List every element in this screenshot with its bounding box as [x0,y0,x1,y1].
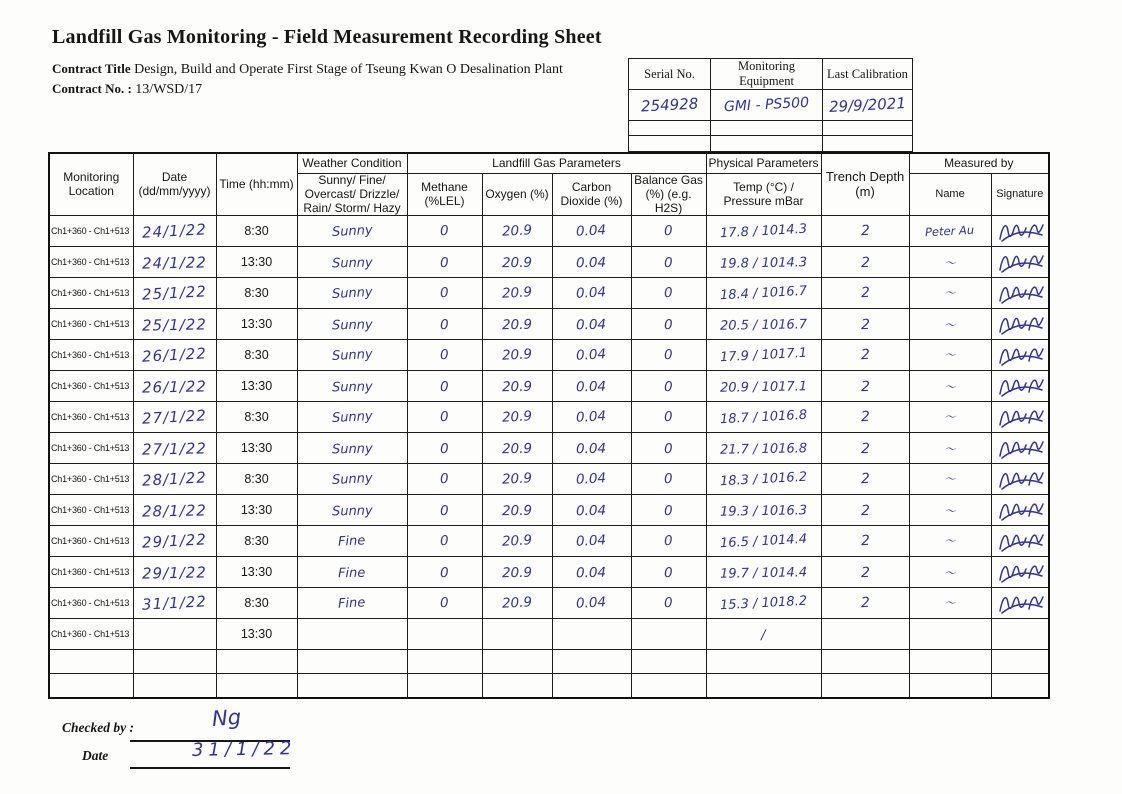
cell-trench: 2 [821,278,909,309]
cell-temp-pressure: 20.9 / 1017.1 [706,371,821,402]
cell-location: Ch1+360 - Ch1+513 [49,526,133,557]
cell-co2: 0.04 [552,402,631,433]
cell-location: Ch1+360 - Ch1+513 [49,557,133,588]
cell-balance: 0 [631,464,706,495]
cell-name: 〜 [909,278,991,309]
header-group-row [49,153,1049,174]
cell-location: Ch1+360 - Ch1+513 [49,247,133,278]
cell-signature [991,526,1049,557]
cell-name: 〜 [909,371,991,402]
cell-co2: 0.04 [552,495,631,526]
signature-scribble [995,592,1045,616]
cell-time: 8:30 [216,340,297,371]
cell-co2 [552,650,631,674]
signature-scribble [995,375,1045,399]
date-line [130,767,290,769]
cell-location: Ch1+360 - Ch1+513 [49,619,133,650]
table-row [49,216,1049,247]
cell-signature [991,433,1049,464]
cell-temp-pressure: 17.9 / 1017.1 [706,340,821,371]
header-landfill-gas-parameters: Landfill Gas Parameters [407,153,706,174]
cell-co2: 0.04 [552,526,631,557]
table-row [49,464,1049,495]
cell-signature [991,402,1049,433]
header-name: Name [909,174,991,216]
cell-methane: 0 [407,216,482,247]
cell-time: 13:30 [216,433,297,464]
header-physical-parameters: Physical Parameters [706,153,821,174]
cell-weather [297,674,407,698]
cell-weather: Sunny [297,216,407,247]
signature-scribble [995,406,1045,430]
cell-signature [991,619,1049,650]
table-row [49,650,1049,674]
cell-methane: 0 [407,309,482,340]
cell-oxygen: 20.9 [482,402,552,433]
cell-methane: 0 [407,433,482,464]
cell-balance: 0 [631,216,706,247]
cell-temp-pressure: 20.5 / 1016.7 [706,309,821,340]
cell-oxygen: 20.9 [482,495,552,526]
signature-scribble [995,499,1045,523]
cell-weather: Sunny [297,309,407,340]
cell-balance: 0 [631,309,706,340]
cell-time [216,674,297,698]
cell-monitoring-equipment: GMI - PS500 [711,90,823,121]
cell-methane [407,619,482,650]
cell-balance: 0 [631,247,706,278]
cell-co2: 0.04 [552,309,631,340]
cell-trench: 2 [821,402,909,433]
cell-temp-pressure: 18.3 / 1016.2 [706,464,821,495]
cell-time: 13:30 [216,309,297,340]
cell-time: 13:30 [216,495,297,526]
cell-methane: 0 [407,495,482,526]
cell-time: 13:30 [216,371,297,402]
cell-methane: 0 [407,402,482,433]
table-row [49,371,1049,402]
cell-oxygen [482,650,552,674]
header-methane: Methane (%LEL) [407,174,482,216]
header-temp-pressure: Temp (°C) / Pressure mBar [706,174,821,216]
cell-signature [991,650,1049,674]
table-row [49,278,1049,309]
cell-trench: 2 [821,495,909,526]
cell-date: 25/1/22 [133,309,216,340]
cell-date [133,650,216,674]
cell-date: 26/1/22 [133,340,216,371]
cell-date: 26/1/22 [133,371,216,402]
cell-temp-pressure: 21.7 / 1016.8 [706,433,821,464]
cell-oxygen: 20.9 [482,526,552,557]
cell-time: 13:30 [216,247,297,278]
contract-no-value: 13/WSD/17 [135,82,203,97]
cell-location: Ch1+360 - Ch1+513 [49,402,133,433]
table-row [49,619,1049,650]
contract-title-label: Contract Title [52,61,131,76]
cell-weather: Sunny [297,433,407,464]
table-row [49,309,1049,340]
cell-trench: 2 [821,309,909,340]
cell-weather: Sunny [297,464,407,495]
equipment-empty-row [629,121,913,136]
cell-oxygen [482,619,552,650]
cell-balance: 0 [631,402,706,433]
header-carbon-dioxide: Carbon Dioxide (%) [552,174,631,216]
cell-name: 〜 [909,526,991,557]
signature-scribble [995,344,1045,368]
cell-weather: Fine [297,588,407,619]
signature-scribble [995,251,1045,275]
cell-location: Ch1+360 - Ch1+513 [49,309,133,340]
cell-temp-pressure: 19.8 / 1014.3 [706,247,821,278]
cell-date: 24/1/22 [133,247,216,278]
cell-co2: 0.04 [552,588,631,619]
cell-oxygen: 20.9 [482,278,552,309]
cell-name: 〜 [909,247,991,278]
equipment-table [628,58,913,152]
table-row [49,402,1049,433]
table-row [49,495,1049,526]
equipment-empty-row [629,136,913,152]
header-oxygen: Oxygen (%) [482,174,552,216]
cell-signature [991,247,1049,278]
cell-time: 13:30 [216,619,297,650]
cell-temp-pressure: 19.7 / 1014.4 [706,557,821,588]
header-trench-depth: Trench Depth (m) [821,153,909,216]
cell-methane: 0 [407,557,482,588]
cell-signature [991,464,1049,495]
cell-date: 29/1/22 [133,557,216,588]
cell-time: 8:30 [216,278,297,309]
date-handwritten: 31/1/22 [191,738,297,761]
cell-balance: 0 [631,371,706,402]
header-weather-condition: Weather Condition [297,153,407,174]
cell-oxygen: 20.9 [482,464,552,495]
cell-time: 8:30 [216,216,297,247]
cell-date: 25/1/22 [133,278,216,309]
cell-time: 8:30 [216,526,297,557]
cell-oxygen: 20.9 [482,309,552,340]
cell-methane [407,674,482,698]
cell-date [133,619,216,650]
cell-signature [991,340,1049,371]
cell-weather [297,619,407,650]
checked-by-label: Checked by : [62,720,134,735]
cell-oxygen: 20.9 [482,557,552,588]
cell-oxygen [482,674,552,698]
cell-signature [991,309,1049,340]
cell-date: 31/1/22 [133,588,216,619]
cell-co2: 0.04 [552,557,631,588]
cell-time: 13:30 [216,557,297,588]
cell-weather [297,650,407,674]
cell-last-calibration: 29/9/2021 [823,90,913,121]
cell-date [133,674,216,698]
cell-trench: 2 [821,247,909,278]
table-row [49,433,1049,464]
contract-no-label: Contract No. : [52,81,132,96]
cell-balance [631,619,706,650]
header-monitoring-equipment: Monitoring Equipment [711,59,823,90]
contract-no-line [52,81,202,98]
table-row [49,247,1049,278]
cell-time: 8:30 [216,588,297,619]
cell-date: 28/1/22 [133,495,216,526]
cell-weather: Sunny [297,340,407,371]
cell-temp-pressure: 15.3 / 1018.2 [706,588,821,619]
cell-weather: Sunny [297,247,407,278]
cell-co2: 0.04 [552,247,631,278]
cell-co2 [552,619,631,650]
cell-signature [991,278,1049,309]
cell-trench: 2 [821,557,909,588]
cell-methane: 0 [407,526,482,557]
cell-signature [991,495,1049,526]
cell-name: 〜 [909,557,991,588]
cell-date: 29/1/22 [133,526,216,557]
cell-co2: 0.04 [552,278,631,309]
cell-temp-pressure: 17.8 / 1014.3 [706,216,821,247]
cell-date: 28/1/22 [133,464,216,495]
signature-scribble [995,437,1045,461]
signature-scribble [995,313,1045,337]
header-time: Time (hh:mm) [216,153,297,216]
cell-methane: 0 [407,371,482,402]
cell-signature [991,588,1049,619]
cell-time [216,650,297,674]
cell-balance: 0 [631,526,706,557]
cell-name: Peter Au [909,216,991,247]
signature-scribble [995,220,1045,244]
cell-serial-no: 254928 [629,90,711,121]
cell-methane: 0 [407,278,482,309]
cell-weather: Sunny [297,495,407,526]
cell-trench [821,619,909,650]
header-monitoring-location: Monitoring Location [49,153,133,216]
cell-oxygen: 20.9 [482,340,552,371]
cell-weather: Sunny [297,278,407,309]
cell-location: Ch1+360 - Ch1+513 [49,495,133,526]
table-row [49,526,1049,557]
cell-methane: 0 [407,247,482,278]
cell-trench: 2 [821,340,909,371]
monitoring-table [48,152,1050,699]
cell-temp-pressure: 18.4 / 1016.7 [706,278,821,309]
cell-weather: Sunny [297,371,407,402]
signature-scribble [995,282,1045,306]
cell-temp-pressure: 19.3 / 1016.3 [706,495,821,526]
cell-co2: 0.04 [552,216,631,247]
cell-date: 27/1/22 [133,433,216,464]
contract-title-line [52,61,563,78]
cell-co2: 0.04 [552,433,631,464]
cell-co2 [552,674,631,698]
cell-name: 〜 [909,588,991,619]
signature-scribble [995,561,1045,585]
equipment-data-row [629,90,913,121]
header-weather-options: Sunny/ Fine/ Overcast/ Drizzle/ Rain/ Storm/ Hazy [297,174,407,216]
cell-weather: Fine [297,526,407,557]
cell-location [49,674,133,698]
cell-co2: 0.04 [552,464,631,495]
cell-name [909,619,991,650]
cell-name: 〜 [909,309,991,340]
cell-temp-pressure: / [706,619,821,650]
cell-methane [407,650,482,674]
cell-name: 〜 [909,340,991,371]
cell-signature [991,557,1049,588]
cell-balance: 0 [631,340,706,371]
table-row [49,557,1049,588]
header-date: Date (dd/mm/yyyy) [133,153,216,216]
cell-date: 27/1/22 [133,402,216,433]
cell-methane: 0 [407,464,482,495]
cell-location: Ch1+360 - Ch1+513 [49,278,133,309]
cell-co2: 0.04 [552,340,631,371]
cell-location: Ch1+360 - Ch1+513 [49,464,133,495]
cell-methane: 0 [407,340,482,371]
cell-weather: Fine [297,557,407,588]
header-serial-no: Serial No. [629,59,711,90]
cell-oxygen: 20.9 [482,433,552,464]
cell-date: 24/1/22 [133,216,216,247]
cell-location: Ch1+360 - Ch1+513 [49,371,133,402]
cell-trench: 2 [821,464,909,495]
cell-location: Ch1+360 - Ch1+513 [49,340,133,371]
cell-temp-pressure [706,650,821,674]
cell-name: 〜 [909,433,991,464]
signature-scribble [995,468,1045,492]
cell-signature [991,216,1049,247]
cell-temp-pressure: 18.7 / 1016.8 [706,402,821,433]
cell-trench: 2 [821,371,909,402]
cell-trench [821,674,909,698]
cell-time: 8:30 [216,464,297,495]
cell-location: Ch1+360 - Ch1+513 [49,216,133,247]
cell-oxygen: 20.9 [482,216,552,247]
cell-balance: 0 [631,495,706,526]
cell-signature [991,371,1049,402]
cell-trench: 2 [821,526,909,557]
cell-balance [631,674,706,698]
cell-co2: 0.04 [552,371,631,402]
cell-oxygen: 20.9 [482,371,552,402]
header-last-calibration: Last Calibration [823,59,913,90]
checked-by-signature: Ng [211,705,242,731]
cell-methane: 0 [407,588,482,619]
date-label: Date [82,748,109,763]
cell-oxygen: 20.9 [482,588,552,619]
cell-trench [821,650,909,674]
table-row [49,588,1049,619]
table-row [49,340,1049,371]
signature-scribble [995,530,1045,554]
cell-time: 8:30 [216,402,297,433]
cell-temp-pressure: 16.5 / 1014.4 [706,526,821,557]
cell-balance: 0 [631,588,706,619]
page-title: Landfill Gas Monitoring - Field Measurement Recording Sheet [52,26,602,48]
cell-location: Ch1+360 - Ch1+513 [49,588,133,619]
cell-name: 〜 [909,402,991,433]
cell-trench: 2 [821,433,909,464]
cell-temp-pressure [706,674,821,698]
contract-title-value: Design, Build and Operate First Stage of Tseung Kwan O Desalination Plant [134,62,563,77]
cell-trench: 2 [821,216,909,247]
cell-signature [991,674,1049,698]
cell-location: Ch1+360 - Ch1+513 [49,433,133,464]
header-measured-by: Measured by [909,153,1049,174]
equipment-header-row [629,59,913,90]
cell-name [909,650,991,674]
cell-trench: 2 [821,588,909,619]
cell-balance: 0 [631,557,706,588]
table-row [49,674,1049,698]
header-balance-gas: Balance Gas (%) (e.g. H2S) [631,174,706,216]
cell-oxygen: 20.9 [482,247,552,278]
cell-name: 〜 [909,464,991,495]
cell-weather: Sunny [297,402,407,433]
header-signature: Signature [991,174,1049,216]
cell-name [909,674,991,698]
cell-location [49,650,133,674]
cell-name: 〜 [909,495,991,526]
cell-balance [631,650,706,674]
cell-balance: 0 [631,278,706,309]
cell-balance: 0 [631,433,706,464]
